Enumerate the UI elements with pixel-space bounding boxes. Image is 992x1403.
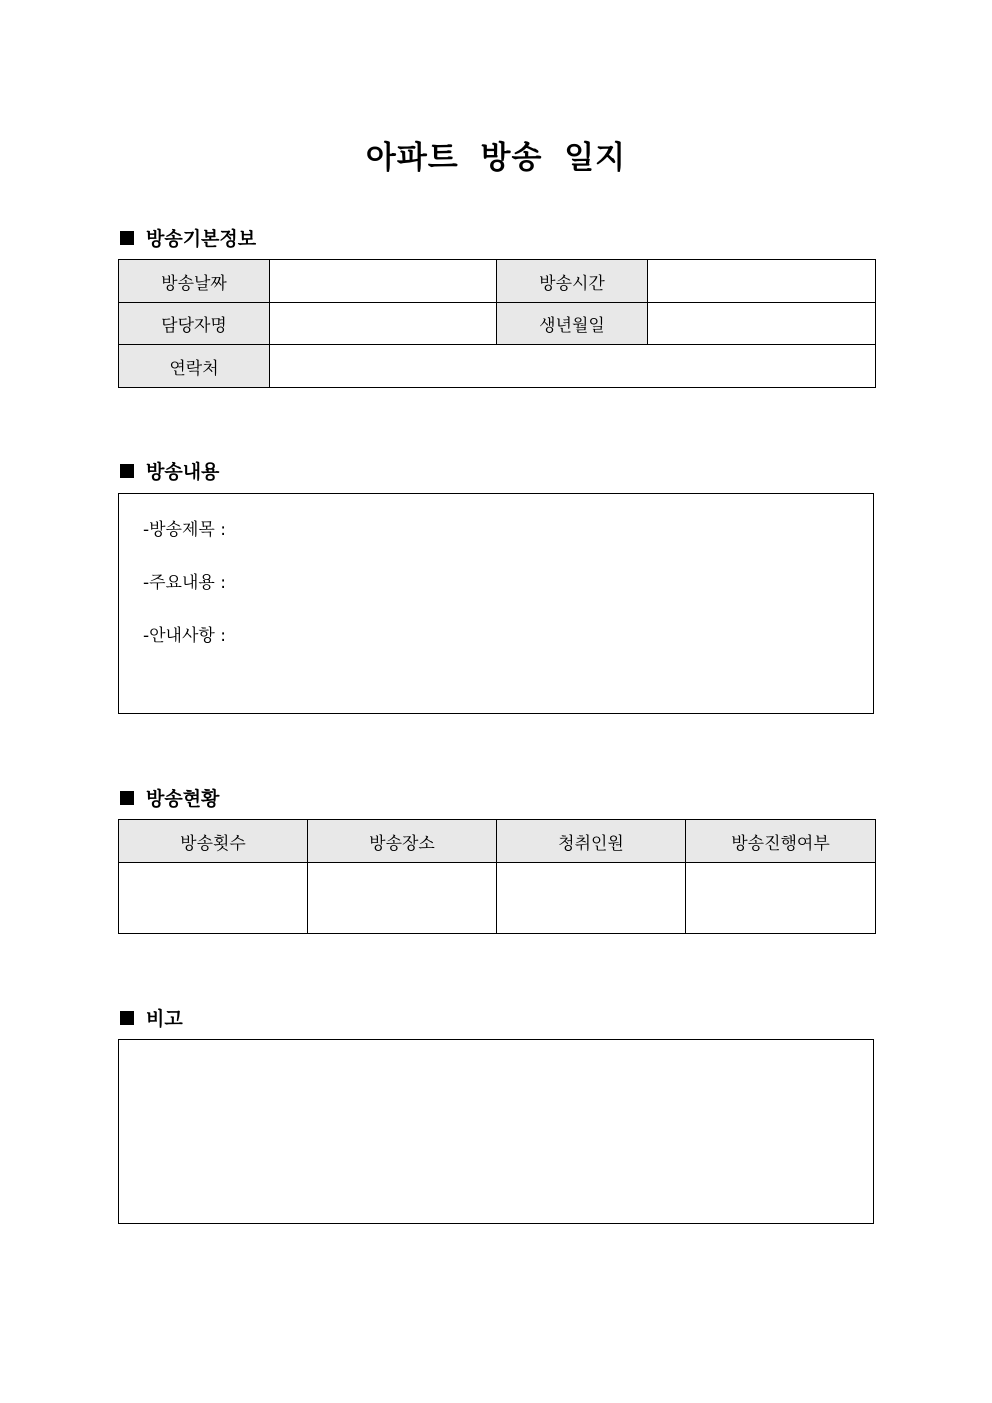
- status-heading-text: 방송현황: [146, 788, 220, 810]
- time-label: 방송시간: [497, 260, 648, 303]
- manager-field[interactable]: [270, 303, 497, 345]
- square-bullet-icon: [120, 464, 134, 478]
- basic-info-heading-text: 방송기본정보: [146, 228, 257, 250]
- basic-info-heading: [118, 224, 256, 251]
- remarks-box[interactable]: [118, 1039, 874, 1224]
- document-title: 아파트 방송 일지: [365, 140, 627, 176]
- listeners-column-header: 청취인원: [497, 820, 686, 863]
- count-column-header: 방송횟수: [119, 820, 308, 863]
- manager-label: 담당자명: [119, 303, 270, 345]
- status-heading: [118, 784, 219, 811]
- content-heading-text: 방송내용: [146, 461, 220, 483]
- square-bullet-icon: [120, 231, 134, 245]
- contact-field[interactable]: [270, 345, 876, 388]
- date-field[interactable]: [270, 260, 497, 303]
- location-column-header: 방송장소: [308, 820, 497, 863]
- main-content-line: -주요내용 :: [143, 573, 226, 593]
- location-cell[interactable]: [308, 863, 497, 934]
- basic-info-table: [118, 259, 876, 388]
- remarks-heading: [118, 1004, 183, 1031]
- date-label: 방송날짜: [119, 260, 270, 303]
- remarks-heading-text: 비고: [146, 1008, 183, 1030]
- listeners-cell[interactable]: [497, 863, 686, 934]
- progress-cell[interactable]: [686, 863, 876, 934]
- birthdate-label: 생년월일: [497, 303, 648, 345]
- square-bullet-icon: [120, 791, 134, 805]
- birthdate-field[interactable]: [648, 303, 876, 345]
- content-heading: [118, 457, 219, 484]
- time-field[interactable]: [648, 260, 876, 303]
- broadcast-title-line: -방송제목 :: [143, 520, 226, 540]
- square-bullet-icon: [120, 1011, 134, 1025]
- progress-column-header: 방송진행여부: [686, 820, 876, 863]
- count-cell[interactable]: [119, 863, 308, 934]
- contact-label: 연락처: [119, 345, 270, 388]
- content-box[interactable]: [118, 493, 874, 714]
- notice-line: -안내사항 :: [143, 626, 226, 646]
- status-table: [118, 819, 876, 934]
